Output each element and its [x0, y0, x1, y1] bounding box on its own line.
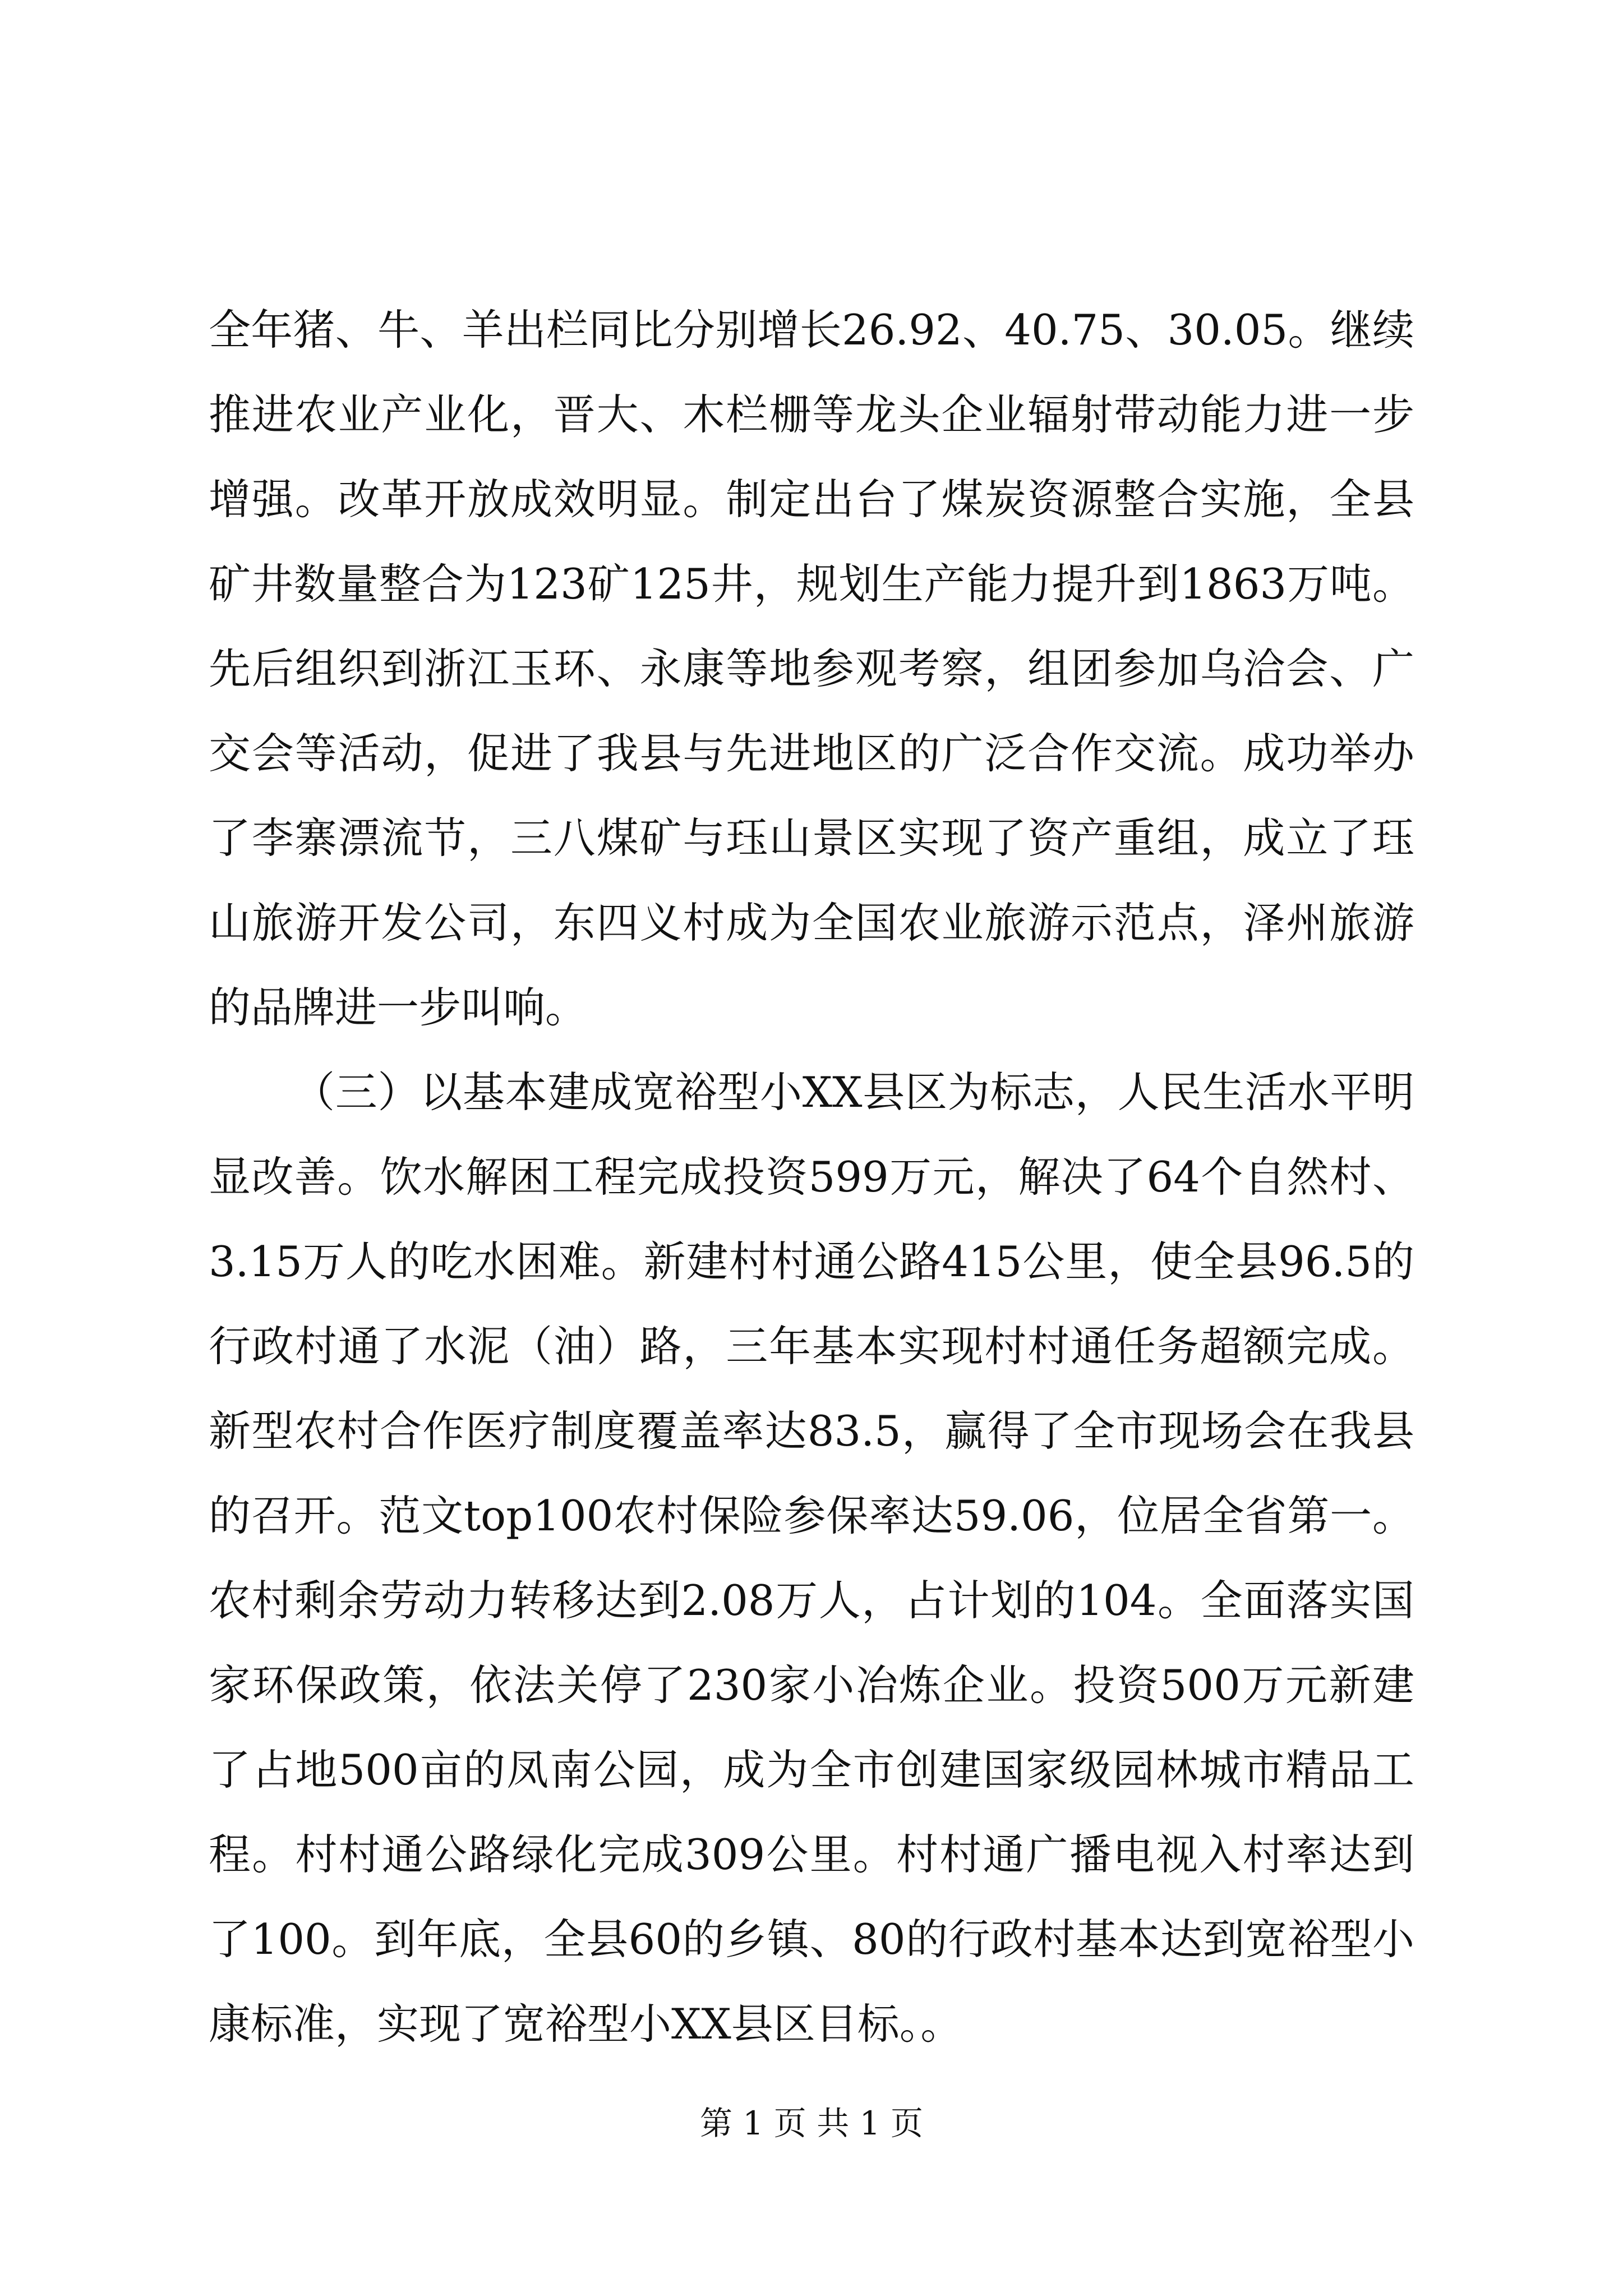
paragraph-livestock-and-reform: 全年猪、牛、羊出栏同比分别增长26.92、40.75、30.05。继续推进农业产业化，晋大、木栏栅等龙头企业辐射带动能力进一步增强。改革开放成效明显。制定出台了煤炭资源整合实施，全县矿井数量整合为123矿125井，规划生产能力提升到1863万吨。先后组织到浙江玉环、永康等地参观考察，组团参加乌洽会、广交会等活动，促进了我县与先进地区的广泛合作交流。成功举办了李寨漂流节，三八煤矿与珏山景区实现了资产重组，成立了珏山旅游开发公司，东四义村成为全国农业旅游示范点，泽州旅游的品牌进一步叫响。: [209, 305, 1414, 1032]
document-body: [209, 288, 1414, 2067]
paragraph-living-standards: （三）以基本建成宽裕型小XX县区为标志，人民生活水平明显改善。饮水解困工程完成投资599万元，解决了64个自然村、3.15万人的吃水困难。新建村村通公路415公里，使全县96.5的行政村通了水泥（油）路，三年基本实现村村通任务超额完成。新型农村合作医疗制度覆盖率达83.5，赢得了全市现场会在我县的召开。范文top100农村保险参保率达59.06，位居全省第一。农村剩余劳动力转移达到2.08万人，占计划的104。全面落实国家环保政策，依法关停了230家小冶炼企业。投资500万元新建了占地500亩的凤南公园，成为全市创建国家级园林城市精品工程。村村通公路绿化完成309公里。村村通广播电视入村率达到了100。到年底，全县60的乡镇、80的行政村基本达到宽裕型小康标准，实现了宽裕型小XX县区目标。。: [209, 1068, 1414, 2049]
page-number-footer: 第 1 页 共 1 页: [700, 2104, 923, 2142]
